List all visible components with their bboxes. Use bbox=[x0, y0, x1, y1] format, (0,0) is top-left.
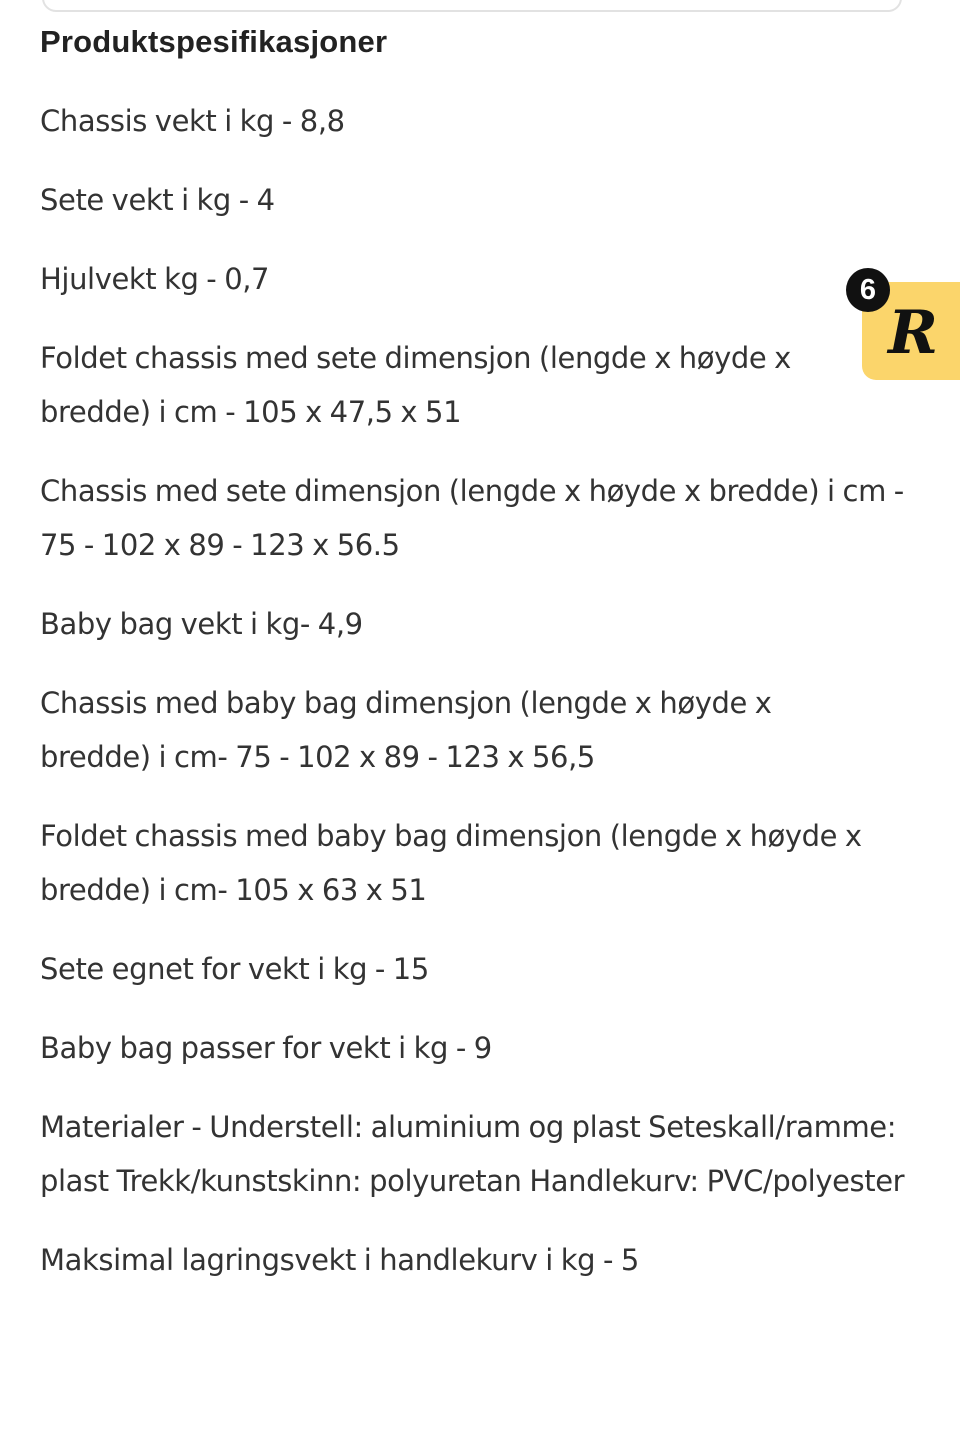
section-title: Produktspesifikasjoner bbox=[40, 24, 388, 59]
reader-logo-icon: R bbox=[888, 298, 938, 368]
spec-item-baby-bag-weight: Baby bag vekt i kg- 4,9 bbox=[40, 607, 363, 641]
spec-item-folded-chassis-baby-bag-dimensions: Foldet chassis med baby bag dimensjon (lengde x høyde x bredde) i cm- 105 x 63 x 51 bbox=[40, 819, 862, 907]
spec-item-chassis-baby-bag-dimensions: Chassis med baby bag dimensjon (lengde x høyde x bredde) i cm- 75 - 102 x 89 - 123 x 56,5 bbox=[40, 686, 772, 774]
spec-item-seat-max-weight: Sete egnet for vekt i kg - 15 bbox=[40, 952, 429, 986]
spec-item-seat-weight: Sete vekt i kg - 4 bbox=[40, 183, 275, 217]
spec-item-baby-bag-max-weight: Baby bag passer for vekt i kg - 9 bbox=[40, 1031, 492, 1065]
previous-card-edge bbox=[42, 0, 902, 12]
spec-item-folded-chassis-seat-dimensions: Foldet chassis med sete dimensjon (lengde x høyde x bredde) i cm - 105 x 47,5 x 51 bbox=[40, 341, 791, 429]
spec-item-chassis-weight: Chassis vekt i kg - 8,8 bbox=[40, 104, 345, 138]
spec-item-wheel-weight: Hjulvekt kg - 0,7 bbox=[40, 262, 270, 296]
spec-item-chassis-seat-dimensions: Chassis med sete dimensjon (lengde x høyde x bredde) i cm - 75 - 102 x 89 - 123 x 56.5 bbox=[40, 474, 904, 562]
notification-count-badge: 6 bbox=[846, 268, 890, 312]
spec-list bbox=[40, 94, 920, 1287]
spec-item-basket-max-load: Maksimal lagringsvekt i handlekurv i kg - 5 bbox=[40, 1243, 639, 1277]
spec-item-materials: Materialer - Understell: aluminium og plast Seteskall/ramme: plast Trekk/kunstskinn: polyuretan Handlekurv: PVC/polyester bbox=[40, 1110, 905, 1198]
